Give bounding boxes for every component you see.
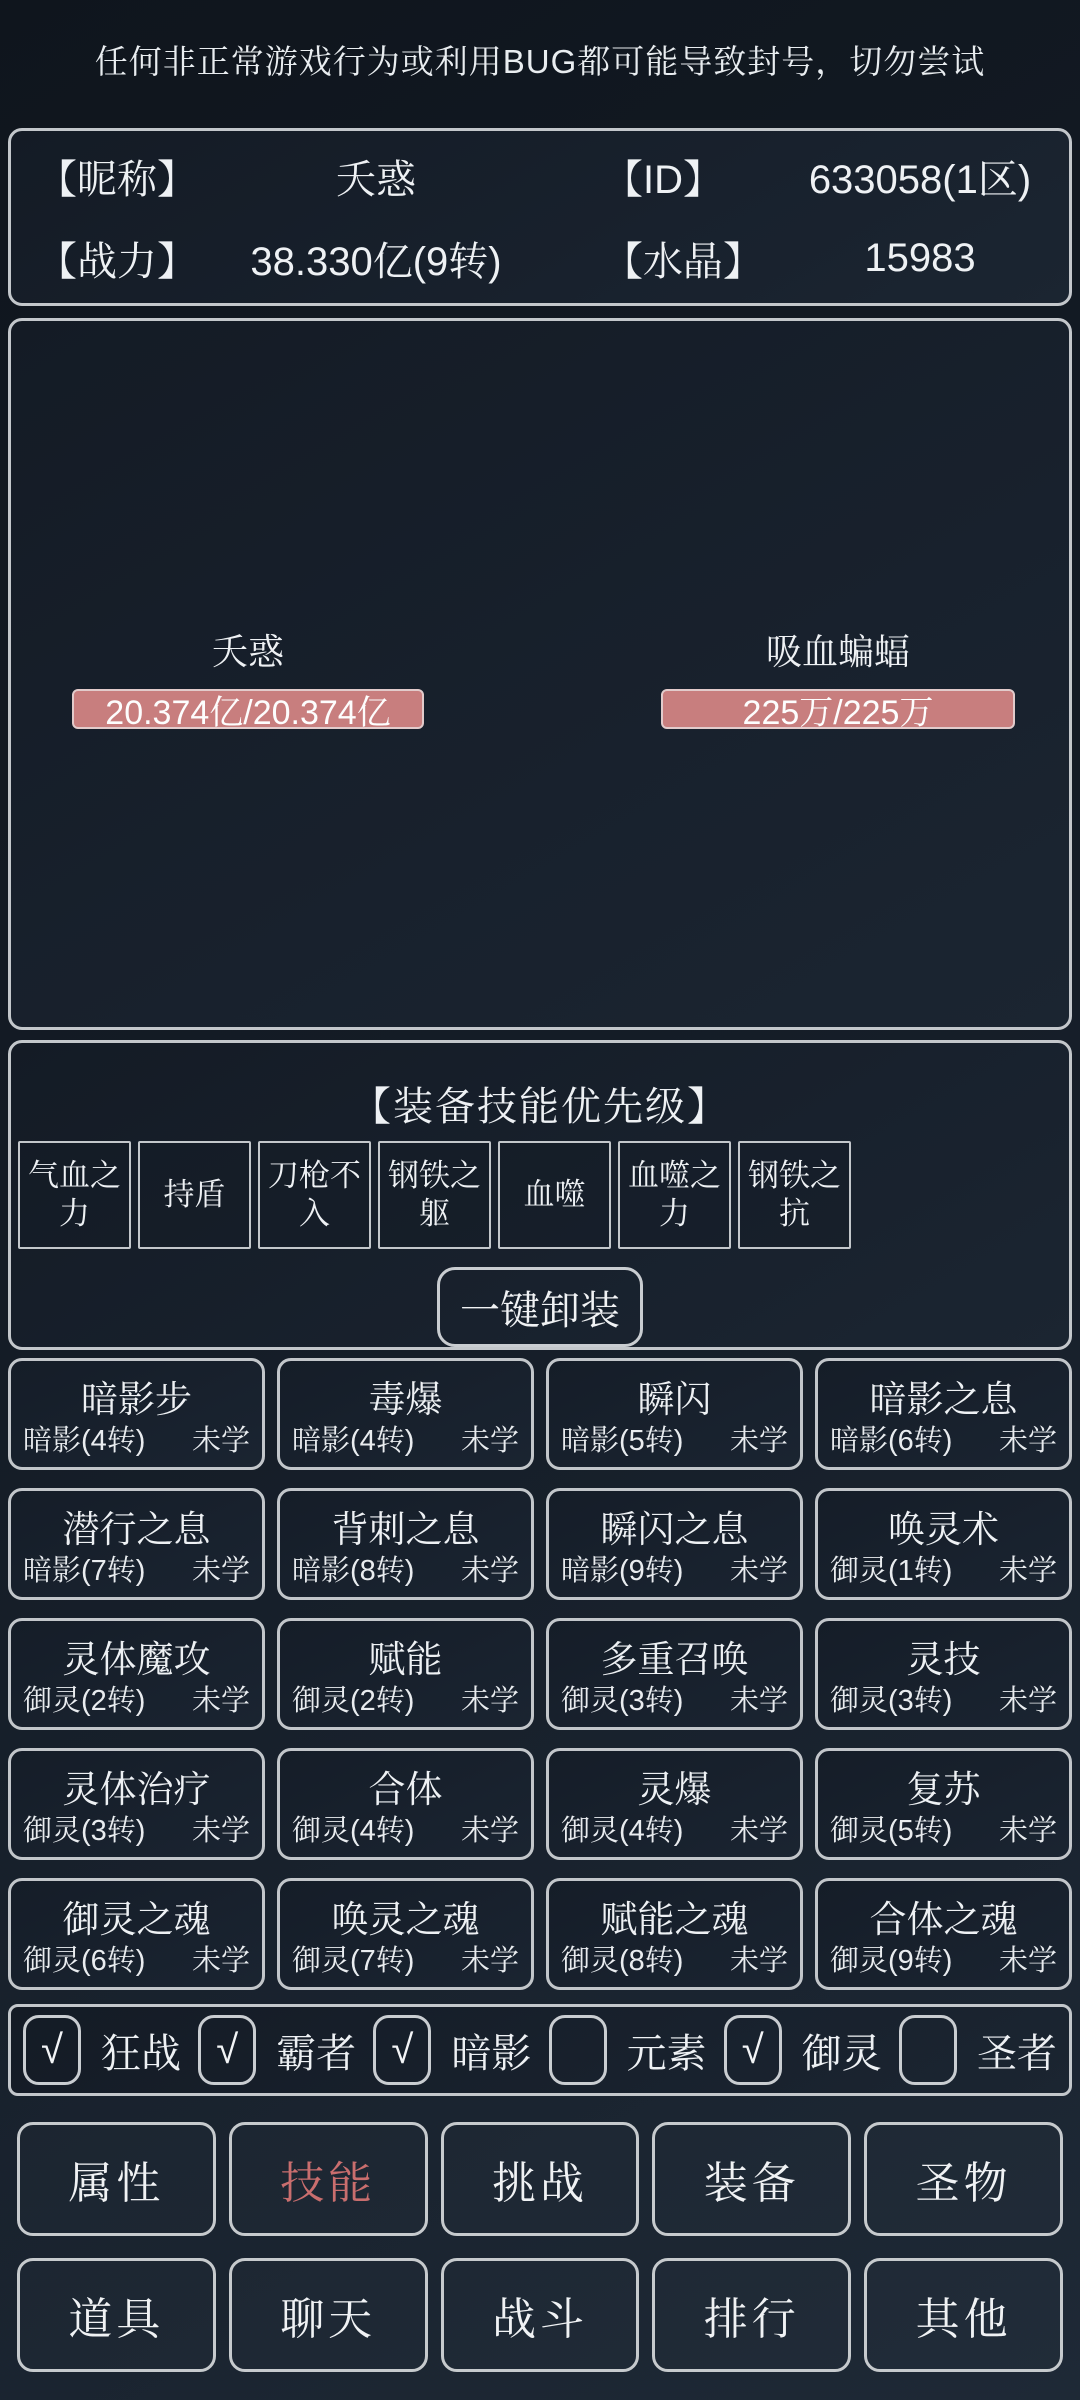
skill-name: 毒爆: [368, 1379, 443, 1420]
priority-chip[interactable]: 钢铁之躯: [378, 1141, 491, 1249]
skill-card[interactable]: [277, 1878, 534, 1990]
skill-name: 暗影步: [81, 1379, 192, 1420]
skill-card[interactable]: [277, 1618, 534, 1730]
skill-card[interactable]: [815, 1358, 1072, 1470]
skill-card[interactable]: [815, 1878, 1072, 1990]
skill-name: 灵体魔攻: [62, 1639, 211, 1680]
filter-label: 元素: [626, 2031, 707, 2076]
priority-chip[interactable]: 血噬: [498, 1141, 611, 1249]
skill-school: 御灵(3转): [561, 1685, 684, 1717]
skill-card[interactable]: [277, 1748, 534, 1860]
skill-status: 未学: [729, 1555, 788, 1587]
skill-school: 御灵(2转): [292, 1685, 415, 1717]
nav-attributes-button[interactable]: 属性: [17, 2122, 216, 2236]
filter-label: 御灵: [801, 2031, 882, 2076]
skill-school: 暗影(8转): [292, 1555, 415, 1587]
skill-name: 灵技: [906, 1639, 981, 1680]
skill-status: 未学: [729, 1945, 788, 1977]
battle-panel: [8, 318, 1072, 1030]
equip-priority-title: 【装备技能优先级】: [351, 1085, 729, 1129]
skill-status: 未学: [191, 1815, 250, 1847]
skill-school: 御灵(5转): [830, 1815, 953, 1847]
skill-school: 御灵(1转): [830, 1555, 953, 1587]
skill-status: 未学: [460, 1815, 519, 1847]
skill-card[interactable]: [546, 1358, 803, 1470]
skill-status: 未学: [460, 1945, 519, 1977]
id-value: 633058(1区): [808, 157, 1032, 202]
power-value: 38.330亿(9转): [250, 239, 502, 284]
priority-chip[interactable]: 血噬之力: [618, 1141, 731, 1249]
skill-name: 潜行之息: [62, 1509, 211, 1550]
priority-chip[interactable]: 钢铁之抗: [738, 1141, 851, 1249]
skill-school: 暗影(5转): [561, 1425, 684, 1457]
nav-relic-button[interactable]: 圣物: [864, 2122, 1063, 2236]
nav-row-2: [17, 2258, 1063, 2372]
filter-label: 霸者: [276, 2031, 357, 2076]
skill-school: 暗影(4转): [292, 1425, 415, 1457]
skill-school: 御灵(4转): [292, 1815, 415, 1847]
warning-banner: 任何非正常游戏行为或利用BUG都可能导致封号，切勿尝试: [94, 43, 986, 80]
enemy-hp-bar: 225万/225万: [661, 689, 1015, 729]
nav-skills-button[interactable]: 技能: [229, 2122, 428, 2236]
filter-label: 暗影: [451, 2031, 532, 2076]
skill-status: 未学: [998, 1555, 1057, 1587]
nav-ranking-button[interactable]: 排行: [652, 2258, 851, 2372]
skill-card[interactable]: [277, 1488, 534, 1600]
skill-school: 御灵(6转): [23, 1945, 146, 1977]
skill-card[interactable]: [815, 1618, 1072, 1730]
skill-card[interactable]: [8, 1878, 265, 1990]
nav-other-button[interactable]: 其他: [864, 2258, 1063, 2372]
skill-card[interactable]: [8, 1748, 265, 1860]
nav-items-button[interactable]: 道具: [17, 2258, 216, 2372]
filter-item: [23, 2015, 181, 2085]
skill-name: 瞬闪: [637, 1379, 712, 1420]
skill-school: 御灵(2转): [23, 1685, 146, 1717]
nav-equipment-button[interactable]: 装备: [652, 2122, 851, 2236]
priority-chip[interactable]: 刀枪不入: [258, 1141, 371, 1249]
filter-item: [549, 2015, 707, 2085]
skill-status: 未学: [998, 1815, 1057, 1847]
skill-card[interactable]: [277, 1358, 534, 1470]
nickname-value: 夭惑: [336, 157, 416, 202]
player-info-row: [11, 217, 1069, 299]
nickname-label: 【昵称】: [37, 157, 197, 202]
equip-priority-panel: [8, 1040, 1072, 1350]
skill-card[interactable]: [815, 1748, 1072, 1860]
player-info-row: [11, 135, 1069, 217]
nav-row-1: [17, 2122, 1063, 2236]
skill-status: 未学: [998, 1945, 1057, 1977]
skill-card[interactable]: [546, 1618, 803, 1730]
skill-card[interactable]: [546, 1748, 803, 1860]
skill-status: 未学: [729, 1685, 788, 1717]
bottom-nav: [17, 2122, 1063, 2372]
skill-status: 未学: [998, 1425, 1057, 1457]
skill-school: 御灵(4转): [561, 1815, 684, 1847]
skill-name: 唤灵之魂: [331, 1899, 480, 1940]
enemy-name: 吸血蝙蝠: [765, 631, 910, 672]
skill-status: 未学: [460, 1555, 519, 1587]
filter-item: [198, 2015, 356, 2085]
skill-name: 瞬闪之息: [600, 1509, 749, 1550]
skill-name: 背刺之息: [331, 1509, 480, 1550]
skill-status: 未学: [191, 1555, 250, 1587]
class-filter-panel: [8, 2004, 1072, 2096]
skill-status: 未学: [191, 1945, 250, 1977]
priority-chip[interactable]: 持盾: [138, 1141, 251, 1249]
crystal-label: 【水晶】: [603, 239, 763, 284]
skill-school: 御灵(7转): [292, 1945, 415, 1977]
player-hp-bar: 20.374亿/20.374亿: [72, 689, 424, 729]
nav-chat-button[interactable]: 聊天: [229, 2258, 428, 2372]
skill-school: 暗影(7转): [23, 1555, 146, 1587]
skill-name: 复苏: [906, 1769, 981, 1810]
skill-name: 灵爆: [637, 1769, 712, 1810]
skill-name: 唤灵术: [888, 1509, 999, 1550]
filter-item: [899, 2015, 1057, 2085]
equip-priority-chips: [18, 1141, 851, 1249]
check-icon[interactable]: [549, 2015, 607, 2085]
skill-name: 赋能: [368, 1639, 443, 1680]
nav-battle-button[interactable]: 战斗: [441, 2258, 640, 2372]
crystal-value: 15983: [864, 235, 976, 280]
skill-name: 合体之魂: [869, 1899, 1018, 1940]
skill-status: 未学: [998, 1685, 1057, 1717]
check-icon[interactable]: √: [198, 2015, 256, 2085]
skills-grid: [8, 1358, 1072, 1990]
check-icon[interactable]: √: [724, 2015, 782, 2085]
skill-school: 御灵(3转): [23, 1815, 146, 1847]
filter-label: 圣者: [976, 2031, 1057, 2076]
skill-card[interactable]: [8, 1488, 265, 1600]
skill-status: 未学: [729, 1425, 788, 1457]
skill-name: 御灵之魂: [62, 1899, 211, 1940]
skill-status: 未学: [729, 1815, 788, 1847]
skill-school: 御灵(8转): [561, 1945, 684, 1977]
player-name: 夭惑: [211, 631, 284, 672]
power-label: 【战力】: [37, 239, 197, 284]
skill-school: 暗影(9转): [561, 1555, 684, 1587]
check-icon[interactable]: [899, 2015, 957, 2085]
filter-item: [724, 2015, 882, 2085]
unequip-all-button[interactable]: 一键卸装: [437, 1267, 643, 1347]
skill-school: 暗影(6转): [830, 1425, 953, 1457]
skill-card[interactable]: [8, 1618, 265, 1730]
skill-school: 御灵(9转): [830, 1945, 953, 1977]
filter-label: 狂战: [101, 2031, 181, 2076]
skill-card[interactable]: [8, 1358, 265, 1470]
skill-name: 多重召唤: [600, 1639, 749, 1680]
skill-name: 暗影之息: [869, 1379, 1018, 1420]
skill-status: 未学: [191, 1425, 250, 1457]
skill-school: 御灵(3转): [830, 1685, 953, 1717]
skill-name: 赋能之魂: [600, 1899, 749, 1940]
id-label: 【ID】: [603, 157, 723, 202]
skill-status: 未学: [460, 1685, 519, 1717]
skill-card[interactable]: [546, 1878, 803, 1990]
enemy-fighter: [661, 624, 1015, 732]
player-info-panel: [8, 128, 1072, 306]
skill-school: 暗影(4转): [23, 1425, 146, 1457]
nav-challenge-button[interactable]: 挑战: [441, 2122, 640, 2236]
check-icon[interactable]: √: [23, 2015, 81, 2085]
skill-status: 未学: [460, 1425, 519, 1457]
skill-status: 未学: [191, 1685, 250, 1717]
priority-chip[interactable]: 气血之力: [18, 1141, 131, 1249]
skill-card[interactable]: [546, 1488, 803, 1600]
skill-card[interactable]: [815, 1488, 1072, 1600]
filter-item: [373, 2015, 531, 2085]
skill-name: 合体: [368, 1769, 443, 1810]
check-icon[interactable]: √: [373, 2015, 431, 2085]
player-fighter: [72, 624, 424, 732]
skill-name: 灵体治疗: [62, 1769, 211, 1810]
